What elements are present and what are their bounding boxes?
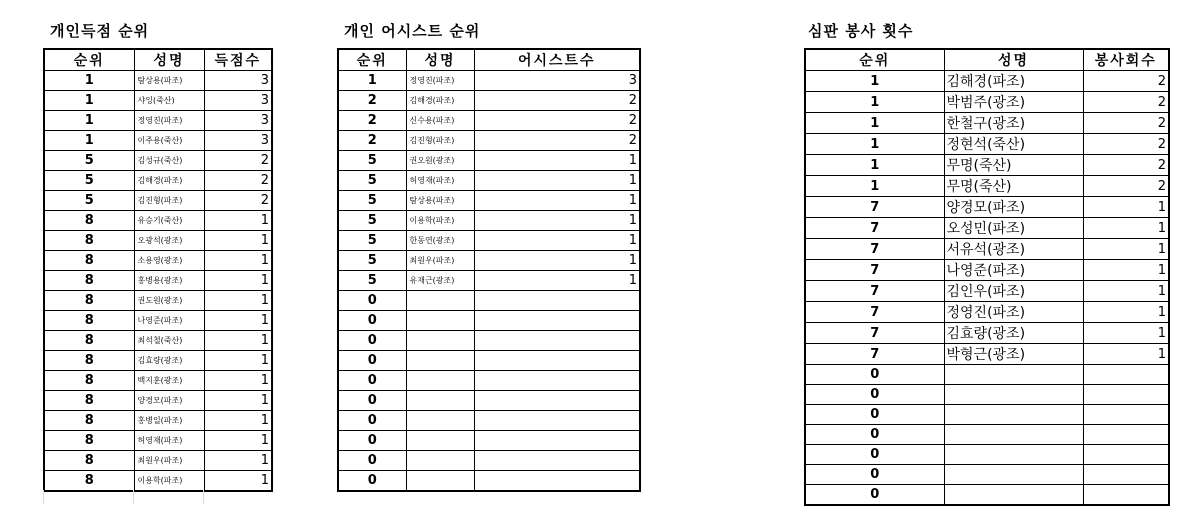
rank-cell: 5 bbox=[338, 271, 406, 291]
rank-cell: 0 bbox=[805, 445, 944, 465]
table-row bbox=[338, 171, 640, 191]
rank-cell: 5 bbox=[44, 171, 134, 191]
rank-cell: 0 bbox=[805, 385, 944, 405]
rank-cell: 1 bbox=[44, 91, 134, 111]
rank-cell: 5 bbox=[44, 191, 134, 211]
table-row bbox=[338, 91, 640, 111]
table-row bbox=[44, 471, 272, 492]
table-row bbox=[338, 331, 640, 351]
table-row bbox=[805, 155, 1169, 176]
name-cell bbox=[944, 465, 1083, 485]
name-cell: 권도원(광조) bbox=[134, 291, 204, 311]
rank-cell: 8 bbox=[44, 291, 134, 311]
name-cell: 이주용(죽산) bbox=[134, 131, 204, 151]
name-cell: 김효량(광조) bbox=[134, 351, 204, 371]
column-header-assists: 어시스트수 bbox=[474, 49, 640, 71]
table-row bbox=[338, 311, 640, 331]
rank-cell: 0 bbox=[338, 331, 406, 351]
name-cell bbox=[406, 431, 474, 451]
count-cell: 1 bbox=[204, 251, 272, 271]
rank-cell: 8 bbox=[44, 351, 134, 371]
name-cell: 정영진(파조) bbox=[406, 71, 474, 91]
table-row bbox=[338, 351, 640, 371]
name-cell: 허영재(파조) bbox=[406, 171, 474, 191]
count-cell: 1 bbox=[474, 211, 640, 231]
rank-cell: 7 bbox=[805, 197, 944, 218]
name-cell: 김인우(파조) bbox=[944, 281, 1083, 302]
name-cell: 박범주(광조) bbox=[944, 92, 1083, 113]
rank-cell: 5 bbox=[338, 231, 406, 251]
referee-count-title: 심판 봉사 횟수 bbox=[808, 22, 914, 40]
name-cell bbox=[944, 485, 1083, 506]
count-cell: 1 bbox=[474, 191, 640, 211]
rank-cell: 1 bbox=[44, 131, 134, 151]
rank-cell: 8 bbox=[44, 471, 134, 492]
name-cell bbox=[944, 425, 1083, 445]
name-cell: 김효량(광조) bbox=[944, 323, 1083, 344]
table-row bbox=[805, 260, 1169, 281]
rank-cell: 7 bbox=[805, 218, 944, 239]
table-row bbox=[44, 231, 272, 251]
column-header-name: 성명 bbox=[134, 49, 204, 71]
assist-ranking-title: 개인 어시스트 순위 bbox=[344, 22, 481, 40]
assist-ranking-table bbox=[337, 48, 641, 492]
name-cell: 한동연(광조) bbox=[406, 231, 474, 251]
name-cell: 김해경(파조) bbox=[406, 91, 474, 111]
table-row bbox=[44, 191, 272, 211]
name-cell: 정영진(파조) bbox=[944, 302, 1083, 323]
column-header-name: 성명 bbox=[406, 49, 474, 71]
rank-cell: 0 bbox=[338, 451, 406, 471]
count-cell: 3 bbox=[474, 71, 640, 91]
count-cell: 2 bbox=[474, 111, 640, 131]
rank-cell: 8 bbox=[44, 311, 134, 331]
count-cell: 2 bbox=[204, 191, 272, 211]
rank-cell: 2 bbox=[338, 131, 406, 151]
count-cell bbox=[1083, 425, 1169, 445]
name-cell bbox=[944, 385, 1083, 405]
column-header-name: 성명 bbox=[944, 49, 1083, 71]
column-header-rank: 순위 bbox=[338, 49, 406, 71]
count-cell: 1 bbox=[1083, 323, 1169, 344]
name-cell: 정영진(파조) bbox=[134, 111, 204, 131]
rank-cell: 0 bbox=[338, 471, 406, 492]
count-cell: 1 bbox=[204, 471, 272, 492]
rank-cell: 8 bbox=[44, 451, 134, 471]
table-row bbox=[338, 391, 640, 411]
rank-cell: 1 bbox=[805, 134, 944, 155]
name-cell: 김해경(파조) bbox=[944, 71, 1083, 92]
table-row bbox=[44, 251, 272, 271]
rank-cell: 5 bbox=[338, 151, 406, 171]
name-cell: 무명(죽산) bbox=[944, 155, 1083, 176]
count-cell: 1 bbox=[474, 151, 640, 171]
table-row bbox=[44, 111, 272, 131]
header-row bbox=[338, 49, 640, 71]
name-cell bbox=[406, 371, 474, 391]
table-row bbox=[338, 291, 640, 311]
table-row bbox=[805, 365, 1169, 385]
count-cell bbox=[474, 391, 640, 411]
table-row bbox=[338, 271, 640, 291]
name-cell: 박형근(광조) bbox=[944, 344, 1083, 365]
rank-cell: 0 bbox=[805, 405, 944, 425]
name-cell: 최원우(파조) bbox=[406, 251, 474, 271]
name-cell: 탐상용(파조) bbox=[406, 191, 474, 211]
count-cell: 1 bbox=[204, 411, 272, 431]
count-cell bbox=[474, 331, 640, 351]
table-row bbox=[338, 411, 640, 431]
table-row bbox=[805, 344, 1169, 365]
name-cell: 김진형(파조) bbox=[406, 131, 474, 151]
count-cell: 2 bbox=[1083, 176, 1169, 197]
name-cell bbox=[944, 445, 1083, 465]
table-row bbox=[338, 71, 640, 91]
count-cell: 1 bbox=[1083, 260, 1169, 281]
rank-cell: 0 bbox=[805, 485, 944, 506]
table-row bbox=[44, 91, 272, 111]
count-cell: 3 bbox=[204, 71, 272, 91]
table-row bbox=[338, 451, 640, 471]
count-cell: 1 bbox=[204, 351, 272, 371]
name-cell: 정현석(죽산) bbox=[944, 134, 1083, 155]
table-row bbox=[805, 485, 1169, 506]
count-cell bbox=[474, 291, 640, 311]
column-header-rank: 순위 bbox=[805, 49, 944, 71]
count-cell: 1 bbox=[204, 231, 272, 251]
rank-cell: 2 bbox=[338, 91, 406, 111]
table-row bbox=[338, 371, 640, 391]
column-header-rank: 순위 bbox=[44, 49, 134, 71]
rank-cell: 7 bbox=[805, 239, 944, 260]
table-row bbox=[805, 134, 1169, 155]
rank-cell: 7 bbox=[805, 260, 944, 281]
rank-cell: 5 bbox=[338, 171, 406, 191]
name-cell bbox=[944, 405, 1083, 425]
name-cell: 백지훈(광조) bbox=[134, 371, 204, 391]
name-cell: 최석철(죽산) bbox=[134, 331, 204, 351]
rank-cell: 0 bbox=[338, 351, 406, 371]
table-row bbox=[338, 231, 640, 251]
count-cell: 1 bbox=[1083, 344, 1169, 365]
count-cell: 2 bbox=[204, 171, 272, 191]
count-cell: 2 bbox=[1083, 155, 1169, 176]
name-cell: 오성민(파조) bbox=[944, 218, 1083, 239]
count-cell: 1 bbox=[204, 271, 272, 291]
count-cell: 3 bbox=[204, 131, 272, 151]
rank-cell: 0 bbox=[805, 465, 944, 485]
count-cell: 2 bbox=[1083, 134, 1169, 155]
count-cell: 1 bbox=[204, 331, 272, 351]
name-cell bbox=[406, 291, 474, 311]
rank-cell: 7 bbox=[805, 302, 944, 323]
rank-cell: 8 bbox=[44, 211, 134, 231]
scoring-ranking-table bbox=[43, 48, 273, 492]
referee-count-table bbox=[804, 48, 1170, 506]
count-cell bbox=[474, 471, 640, 492]
name-cell: 김진형(파조) bbox=[134, 191, 204, 211]
rank-cell: 0 bbox=[805, 425, 944, 445]
table-row bbox=[44, 371, 272, 391]
rank-cell: 1 bbox=[338, 71, 406, 91]
name-cell: 나영준(파조) bbox=[944, 260, 1083, 281]
table-row bbox=[805, 405, 1169, 425]
rank-cell: 7 bbox=[805, 323, 944, 344]
name-cell bbox=[406, 451, 474, 471]
rank-cell: 0 bbox=[338, 371, 406, 391]
table-row bbox=[805, 239, 1169, 260]
count-cell: 1 bbox=[1083, 281, 1169, 302]
rank-cell: 0 bbox=[338, 291, 406, 311]
count-cell: 1 bbox=[1083, 197, 1169, 218]
table-row bbox=[44, 71, 272, 91]
table-row bbox=[805, 176, 1169, 197]
column-header-goals: 득점수 bbox=[204, 49, 272, 71]
table-row bbox=[338, 211, 640, 231]
rank-cell: 8 bbox=[44, 431, 134, 451]
gridline bbox=[133, 490, 134, 504]
table-row bbox=[338, 131, 640, 151]
table-row bbox=[805, 92, 1169, 113]
table-row bbox=[44, 171, 272, 191]
count-cell: 1 bbox=[474, 231, 640, 251]
rank-cell: 1 bbox=[44, 71, 134, 91]
count-cell bbox=[1083, 465, 1169, 485]
count-cell bbox=[1083, 485, 1169, 506]
gridline bbox=[203, 490, 204, 504]
table-row bbox=[338, 431, 640, 451]
rank-cell: 5 bbox=[338, 191, 406, 211]
count-cell bbox=[474, 311, 640, 331]
count-cell: 1 bbox=[474, 271, 640, 291]
table-row bbox=[805, 113, 1169, 134]
name-cell: 탐상용(파조) bbox=[134, 71, 204, 91]
table-row bbox=[44, 411, 272, 431]
count-cell: 3 bbox=[204, 91, 272, 111]
count-cell: 1 bbox=[204, 211, 272, 231]
name-cell: 나영준(파조) bbox=[134, 311, 204, 331]
rank-cell: 0 bbox=[338, 391, 406, 411]
rank-cell: 1 bbox=[805, 113, 944, 134]
table-row bbox=[44, 311, 272, 331]
name-cell: 무명(죽산) bbox=[944, 176, 1083, 197]
table-row bbox=[805, 445, 1169, 465]
rank-cell: 0 bbox=[338, 411, 406, 431]
count-cell: 2 bbox=[1083, 92, 1169, 113]
count-cell: 1 bbox=[474, 171, 640, 191]
gridline bbox=[43, 490, 44, 504]
table-row bbox=[805, 71, 1169, 92]
count-cell bbox=[474, 351, 640, 371]
rank-cell: 1 bbox=[44, 111, 134, 131]
rank-cell: 1 bbox=[805, 92, 944, 113]
count-cell: 2 bbox=[204, 151, 272, 171]
name-cell: 허영재(파조) bbox=[134, 431, 204, 451]
table-row bbox=[805, 385, 1169, 405]
name-cell: 양경모(파조) bbox=[944, 197, 1083, 218]
rank-cell: 2 bbox=[338, 111, 406, 131]
name-cell: 양경모(파조) bbox=[134, 391, 204, 411]
name-cell: 유승기(죽산) bbox=[134, 211, 204, 231]
count-cell: 1 bbox=[204, 431, 272, 451]
name-cell: 소용영(광조) bbox=[134, 251, 204, 271]
column-header-service-count: 봉사회수 bbox=[1083, 49, 1169, 71]
rank-cell: 0 bbox=[338, 311, 406, 331]
count-cell bbox=[474, 451, 640, 471]
table-row bbox=[805, 302, 1169, 323]
table-row bbox=[44, 331, 272, 351]
count-cell: 2 bbox=[474, 91, 640, 111]
name-cell bbox=[406, 411, 474, 431]
count-cell bbox=[1083, 445, 1169, 465]
name-cell bbox=[406, 471, 474, 492]
name-cell: 홍병일(파조) bbox=[134, 411, 204, 431]
table-row bbox=[44, 131, 272, 151]
count-cell: 1 bbox=[204, 311, 272, 331]
table-row bbox=[44, 391, 272, 411]
name-cell: 서유석(광조) bbox=[944, 239, 1083, 260]
count-cell: 1 bbox=[204, 391, 272, 411]
count-cell bbox=[474, 431, 640, 451]
rank-cell: 7 bbox=[805, 281, 944, 302]
table-row bbox=[338, 111, 640, 131]
count-cell: 1 bbox=[204, 371, 272, 391]
table-row bbox=[338, 471, 640, 492]
name-cell: 이용학(파조) bbox=[134, 471, 204, 492]
header-row bbox=[805, 49, 1169, 71]
rank-cell: 8 bbox=[44, 411, 134, 431]
name-cell bbox=[406, 391, 474, 411]
count-cell bbox=[1083, 405, 1169, 425]
count-cell bbox=[1083, 365, 1169, 385]
rank-cell: 7 bbox=[805, 344, 944, 365]
count-cell: 2 bbox=[1083, 113, 1169, 134]
rank-cell: 5 bbox=[338, 251, 406, 271]
name-cell: 최원우(파조) bbox=[134, 451, 204, 471]
name-cell: 홍병용(광조) bbox=[134, 271, 204, 291]
name-cell bbox=[406, 351, 474, 371]
name-cell: 이용학(파조) bbox=[406, 211, 474, 231]
count-cell: 2 bbox=[474, 131, 640, 151]
name-cell: 한철구(광조) bbox=[944, 113, 1083, 134]
name-cell: 샤잉(죽산) bbox=[134, 91, 204, 111]
scoring-ranking-title: 개인득점 순위 bbox=[50, 22, 150, 40]
table-row bbox=[44, 291, 272, 311]
table-row bbox=[805, 197, 1169, 218]
rank-cell: 0 bbox=[805, 365, 944, 385]
count-cell: 1 bbox=[1083, 302, 1169, 323]
table-row bbox=[44, 351, 272, 371]
count-cell: 2 bbox=[1083, 71, 1169, 92]
name-cell: 오광석(광조) bbox=[134, 231, 204, 251]
table-row bbox=[44, 271, 272, 291]
table-row bbox=[44, 451, 272, 471]
rank-cell: 5 bbox=[338, 211, 406, 231]
rank-cell: 8 bbox=[44, 391, 134, 411]
rank-cell: 5 bbox=[44, 151, 134, 171]
rank-cell: 8 bbox=[44, 271, 134, 291]
name-cell: 김해경(파조) bbox=[134, 171, 204, 191]
rank-cell: 8 bbox=[44, 231, 134, 251]
rank-cell: 8 bbox=[44, 371, 134, 391]
rank-cell: 8 bbox=[44, 331, 134, 351]
rank-cell: 0 bbox=[338, 431, 406, 451]
count-cell bbox=[474, 411, 640, 431]
table-row bbox=[44, 431, 272, 451]
rank-cell: 8 bbox=[44, 251, 134, 271]
header-row bbox=[44, 49, 272, 71]
count-cell: 1 bbox=[1083, 239, 1169, 260]
table-row bbox=[338, 151, 640, 171]
count-cell: 1 bbox=[204, 291, 272, 311]
name-cell: 김성규(죽산) bbox=[134, 151, 204, 171]
table-row bbox=[338, 191, 640, 211]
name-cell bbox=[406, 311, 474, 331]
count-cell: 1 bbox=[474, 251, 640, 271]
name-cell: 권오원(광조) bbox=[406, 151, 474, 171]
count-cell: 1 bbox=[1083, 218, 1169, 239]
count-cell: 1 bbox=[204, 451, 272, 471]
table-row bbox=[805, 425, 1169, 445]
name-cell bbox=[406, 331, 474, 351]
table-row bbox=[44, 151, 272, 171]
rank-cell: 1 bbox=[805, 155, 944, 176]
count-cell bbox=[474, 371, 640, 391]
rank-cell: 1 bbox=[805, 71, 944, 92]
rank-cell: 1 bbox=[805, 176, 944, 197]
table-row bbox=[338, 251, 640, 271]
table-row bbox=[44, 211, 272, 231]
table-row bbox=[805, 323, 1169, 344]
name-cell bbox=[944, 365, 1083, 385]
count-cell: 3 bbox=[204, 111, 272, 131]
count-cell bbox=[1083, 385, 1169, 405]
table-row bbox=[805, 218, 1169, 239]
table-row bbox=[805, 465, 1169, 485]
table-row bbox=[805, 281, 1169, 302]
name-cell: 유재근(광조) bbox=[406, 271, 474, 291]
name-cell: 신수용(파조) bbox=[406, 111, 474, 131]
